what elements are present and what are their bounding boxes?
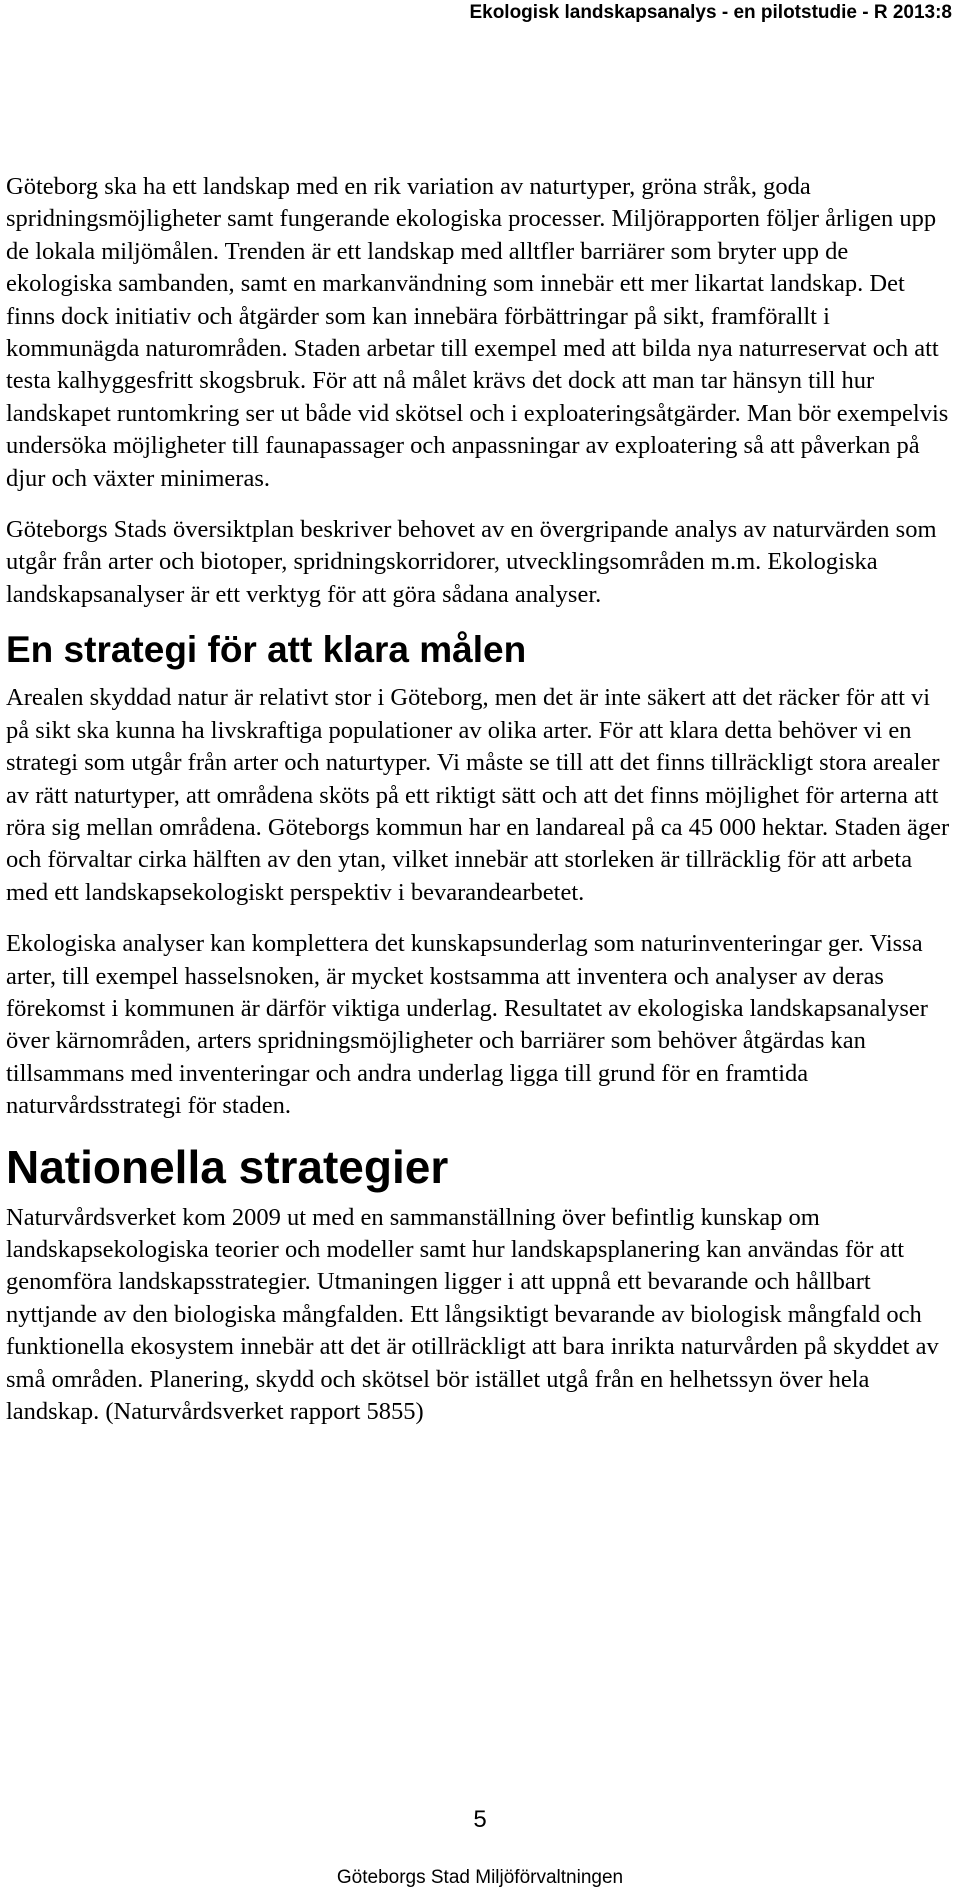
paragraph-protected-nature: Arealen skyddad natur är relativt stor i Göteborg, men det är inte säkert att det räcker för att vi på sikt ska kunna ha livskraftiga populationer av olika arter. För att klara detta behöver vi en strategi som utgår från arter och naturtyper. Vi måste se till att det finns tillräckligt stora arealer av rätt naturtyper, att områdena sköts på ett riktigt sätt och att det finns möjlighet för arterna att röra sig mellan områdena. Göteborgs kommun har en landareal på ca 45 000 hektar. Staden äger och förvaltar cirka hälften av den ytan, vilket innebär att storleken är tillräcklig för att arbeta med ett landskapsekologiskt perspektiv i bevarandearbetet. [6,684,950,906]
section-heading-strategy: En strategi för att klara målen [6,629,527,671]
paragraph-ecological-analyses: Ekologiska analyser kan komplettera det kunskapsunderlag som naturinventeringar ger. Vissa arter, till exempel hasselsnoken, är mycket kostsamma att inventera och analyser av deras förekomst i kommunen är därför viktiga underlag. Resultatet av ekologiska landskapsanalyser över kärnområden, arters spridningsmöjligheter och barriärer som behöver åtgärdas kan tillsammans med inventeringar och andra underlag ligga till grund för en framtida naturvårdsstrategi för staden. [6,930,928,1120]
paragraph-environmental-goals: Göteborg ska ha ett landskap med en rik variation av naturtyper, gröna stråk, goda spridningsmöjligheter samt fungerande ekologiska processer. Miljörapporten följer årligen upp de lokala miljömålen. Trenden är ett landskap med alltfler barriärer som bryter upp de ekologiska sambanden, samt en markanvändning som innebär ett mer likartat landskap. Det finns dock initiativ och åtgärder som kan innebära förbättringar på sikt, framförallt i kommunägda naturområden. Staden arbetar till exempel med att bilda nya naturreservat och att testa kalhyggesfritt skogsbruk. För att nå målet krävs det dock att man tar hänsyn till hur landskapet runtomkring ser ut både vid skötsel och i exploateringsåtgärder. Man bör exempelvis undersöka möjligheter till faunapassager och anpassningar av exploatering så att påverkan på djur och växter minimeras. [6,173,949,492]
document-body [6,171,950,1447]
running-header: Ekologisk landskapsanalys - en pilotstudie - R 2013:8 [469,2,952,23]
section-heading-national-strategies: Nationella strategier [6,1140,449,1193]
paragraph-comprehensive-plan: Göteborgs Stads översiktplan beskriver behovet av en övergripande analys av naturvärden som utgår från arter och biotoper, spridningskorridorer, utvecklingsområden m.m. Ekologiska landskapsanalyser är ett verktyg för att göra sådana analyser. [6,516,937,608]
page-number: 5 [473,1806,487,1833]
footer-organization: Göteborgs Stad Miljöförvaltningen [336,1867,624,1888]
paragraph-naturvardsverket: Naturvårdsverket kom 2009 ut med en sammanställning över befintlig kunskap om landskapsekologiska teorier och modeller samt hur landskapsplanering kan användas för att genomföra landskapsstrategier. Utmaningen ligger i att uppnå ett bevarande och hållbart nyttjande av den biologiska mångfalden. Ett långsiktigt bevarande av biologisk mångfald och funktionella ekosystem innebär att det är otillräckligt att bara inrikta naturvården på skyddet av små områden. Planering, skydd och skötsel bör istället utgå från en helhetssyn över hela landskap. (Naturvårdsverket rapport 5855) [6,1203,939,1425]
